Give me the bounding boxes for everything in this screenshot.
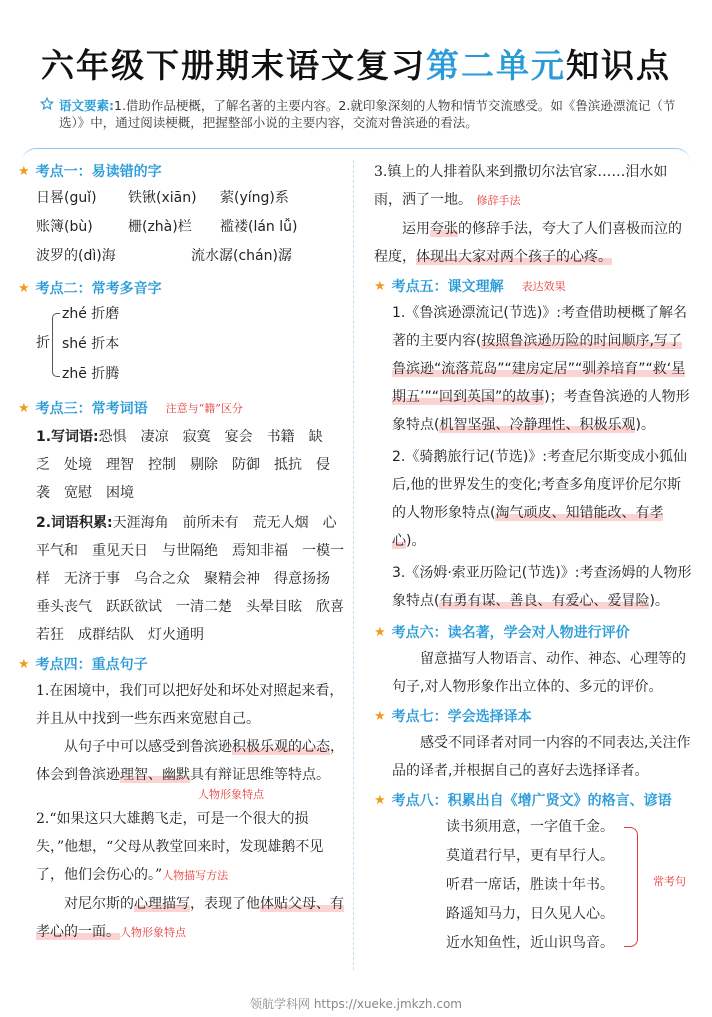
star-icon: ★: [374, 278, 386, 294]
key-sentence: [374, 158, 692, 215]
analysis-text: ，表现了他: [190, 896, 260, 912]
star-outline-icon: [40, 97, 54, 111]
item-text: 2.《骑鹅旅行记(节选)》:考查尼尔斯变成小狐仙后,他的世界发生的变化;考查多角度评价尼尔斯的人物形象特点(: [392, 449, 687, 521]
vocab-word: 重见天日: [92, 543, 148, 559]
vocab-word: 防御: [232, 457, 260, 473]
section-heading: 考点二：常考多音字: [35, 281, 162, 297]
brace: [52, 313, 60, 377]
item-text: )。: [649, 593, 669, 609]
analysis-text: ，体会到鲁滨逊: [36, 739, 344, 783]
section-heading: 考点五：课文理解: [391, 279, 504, 295]
section-heading: 考点八：积累出自《增广贤文》的格言、谚语: [391, 793, 672, 809]
polyphone-group: [18, 301, 348, 391]
vocab-word: 聚精会神: [204, 571, 260, 587]
analysis-highlight: 体现出大家对两个孩子的心疼。: [416, 249, 612, 265]
title-main: 六年级下册期末语文复习: [41, 46, 426, 85]
vocab-word: 缺乏: [36, 429, 323, 473]
section-text: 留意描写人物语言、动作、神态、心理等的句子,对人物形象作出立体的、多元的评价。: [392, 651, 686, 695]
section-3: [18, 395, 348, 649]
section-4-continued: [374, 158, 692, 271]
vocab-word: 抵抗: [274, 457, 302, 473]
item-text: 3.《汤姆·索亚历险记(节选)》:考查汤姆的人物形象特点(: [392, 565, 692, 609]
annotation-note: 人物形象特点: [120, 926, 186, 939]
section-7: [374, 703, 692, 785]
star-icon: ★: [18, 163, 30, 179]
char-item: 萦(yíng)系: [220, 190, 289, 206]
star-icon: ★: [374, 792, 386, 808]
sentence-text: 3.镇上的人排着队来到撒切尔法官家……泪水如雨，洒了一地。: [374, 164, 668, 208]
analysis-text: 从句子中可以感受到鲁滨逊: [64, 739, 232, 755]
char-row: [18, 184, 348, 213]
vocab-word: 侵袭: [36, 457, 330, 501]
goal-label: 语文要素:: [59, 98, 114, 113]
item-text: 1.《鲁滨逊漂流记(节选)》:考查借助梗概了解名著的主要内容(: [392, 305, 687, 349]
title-accent: 第二单元: [426, 46, 566, 85]
key-sentence: 1.在困境中，我们可以把好处和坏处对照起来看，并且从中找到一些东西来宽慰自己。: [36, 683, 344, 727]
section-heading: 考点六：读名著，学会对人物进行评价: [391, 625, 630, 641]
char-item: 账簿(bù): [36, 219, 93, 235]
item-text: )。: [406, 533, 426, 549]
vocab-word: 灯火通明: [148, 627, 204, 643]
section-1: [18, 158, 348, 271]
key-sentence: [18, 805, 348, 890]
language-goal: [40, 97, 680, 131]
star-icon: ★: [18, 280, 30, 296]
char-item: 铁锹(xiān): [128, 190, 197, 206]
char-item: 日晷(guǐ): [36, 190, 97, 206]
analysis-text: 运用: [402, 221, 430, 237]
char-row: [18, 213, 348, 242]
vocab-word: 心平气和: [36, 515, 337, 559]
vocab-word: 成群结队: [78, 627, 134, 643]
item-text: )；考查鲁滨逊的人物形象特点(: [392, 389, 690, 433]
section-5: [374, 273, 692, 615]
comprehension-item: [374, 559, 692, 615]
left-column: [18, 158, 348, 947]
polyphone-item: zhē 折腾: [62, 366, 120, 382]
right-column: [374, 158, 692, 958]
item-highlight: 按照鲁滨逊历险的时间顺序,写了鲁滨逊“流落荒岛”“建房定居”“驯养培育”“救‘星期五’”“回到英国”的故事: [392, 333, 686, 405]
column-divider: [353, 160, 354, 970]
vocab-word: 宽慰: [64, 485, 92, 501]
section-heading: 考点一：易读错的字: [35, 164, 162, 180]
section-6: [374, 619, 692, 701]
analysis-highlight: 夸张: [430, 221, 458, 237]
vocab-word: 前所未有: [182, 515, 239, 531]
analysis-highlight: 体贴父母、有孝心的一面。: [36, 896, 344, 940]
vocab-word: 控制: [148, 457, 176, 473]
vocab-word: 无济于事: [64, 571, 120, 587]
annotation-note: 注意与“籍”区分: [165, 402, 243, 415]
vocab-word: 天涯海角: [112, 515, 169, 531]
proverb-line: 听君一席话，胜读十年书。: [446, 877, 614, 893]
vocab-word: 书籍: [266, 429, 295, 445]
write-words: [18, 423, 348, 507]
item-highlight: 机智坚强、冷静理性、积极乐观: [439, 417, 636, 433]
vocab-word: 宴会: [224, 429, 253, 445]
vocab-word: 困境: [106, 485, 134, 501]
vocab-word: 跃跃欲试: [106, 599, 162, 615]
item-text: )。: [635, 417, 655, 433]
char-row: [18, 242, 348, 271]
polyphone-root: 折: [36, 335, 50, 351]
star-icon: ★: [18, 400, 30, 416]
annotation-note: 人物描写方法: [162, 869, 229, 882]
vocab-word: 一清二楚: [176, 599, 232, 615]
item-highlight: 有勇有谋、善良、有爱心、爱冒险: [439, 593, 650, 609]
vocab-word: 得意扬扬: [274, 571, 330, 587]
char-item: 波罗的(dì)海: [36, 248, 116, 264]
char-item: 栅(zhà)栏: [128, 219, 192, 235]
write-label: 1.写词语:: [36, 429, 99, 445]
section-heading: 考点四：重点句子: [35, 657, 148, 673]
footer-watermark: 领航学科网 https://xueke.jmkzh.com: [250, 997, 462, 1011]
proverb-line: 路遥知马力，日久见人心。: [446, 906, 614, 922]
vocab-word: 剔除: [190, 457, 218, 473]
analysis-highlight: 心理描写: [134, 896, 190, 912]
char-item: 褴褛(lán lǚ): [220, 219, 298, 235]
accumulate-label: 2.词语积累:: [36, 515, 113, 531]
analysis-text: 对尼尔斯的: [64, 896, 134, 912]
section-text: 感受不同译者对同一内容的不同表达,关注作品的译者,并根据自己的喜好去选择译者。: [392, 735, 691, 779]
sentence-analysis: [374, 215, 692, 271]
vocab-word: 乌合之众: [134, 571, 190, 587]
vocab-word: 与世隔绝: [162, 543, 218, 559]
idiom-words: [18, 509, 348, 649]
analysis-highlight: 积极乐观的心态: [232, 739, 330, 755]
star-icon: ★: [374, 624, 386, 640]
annotation-note: 常考句: [653, 875, 686, 888]
vocab-word: 处境: [64, 457, 92, 473]
vocab-word: 一模一样: [36, 543, 344, 587]
section-4: [18, 651, 348, 947]
vocab-word: 寂寞: [182, 429, 211, 445]
title-tail: 知识点: [566, 46, 671, 85]
proverb-line: 近水知鱼性，近山识鸟音。: [446, 935, 614, 951]
star-icon: ★: [18, 656, 30, 672]
sentence-analysis: [18, 890, 348, 947]
vocab-word: 凄凉: [140, 429, 169, 445]
vocab-word: 焉知非福: [232, 543, 288, 559]
item-highlight: 淘气顽皮、知错能改、有孝心: [392, 505, 664, 549]
polyphone-item: zhé 折磨: [62, 306, 120, 322]
section-2: [18, 275, 348, 391]
polyphone-item: shé 折本: [62, 336, 120, 352]
section-heading: 考点三：常考词语: [35, 401, 148, 417]
sentence-analysis: [18, 733, 348, 789]
comprehension-item: [374, 299, 692, 439]
annotation-note: 修辞手法: [476, 194, 521, 207]
section-8: [374, 787, 692, 958]
section-heading: 考点七：学会选择译本: [391, 709, 532, 725]
vocab-word: 欣喜若狂: [36, 599, 344, 643]
star-icon: ★: [374, 708, 386, 724]
vocab-word: 理智: [106, 457, 134, 473]
bracket: [624, 827, 638, 947]
vocab-word: 头晕目眩: [246, 599, 302, 615]
char-item: 流水潺(chán)潺: [191, 248, 292, 264]
analysis-text: 具有辩证思维等特点。: [190, 767, 330, 783]
proverb-line: 莫道君行早，更有早行人。: [446, 848, 614, 864]
goal-text: 1.借助作品梗概，了解名著的主要内容。2.就印象深刻的人物和情节交流感受。如《鲁滨逊漂流记（节选）》中，通过阅读梗概，把握整部小说的主要内容，交流对鲁滨逊的看法。: [59, 98, 676, 130]
page-title: [0, 40, 712, 87]
proverb-line: 读书须用意，一字值千金。: [446, 819, 614, 835]
analysis-highlight: 理智、幽默: [120, 767, 190, 783]
analysis-text: 的修辞手法，夸大了人们喜极而泣的程度，: [374, 221, 682, 265]
sentence-text: 2.“如果这只大雄鹅飞走，可是一个很大的损失，”他想，“父母从教堂回来时，发现雄鹅不见了，他们会伤心的。”: [36, 811, 324, 883]
vocab-word: 垂头丧气: [36, 599, 92, 615]
annotation-note: 人物形象特点: [198, 788, 264, 801]
vocab-word: 恐惧: [98, 429, 127, 445]
annotation-note: 表达效果: [521, 280, 566, 293]
comprehension-item: [374, 443, 692, 555]
vocab-word: 荒无人烟: [252, 515, 309, 531]
